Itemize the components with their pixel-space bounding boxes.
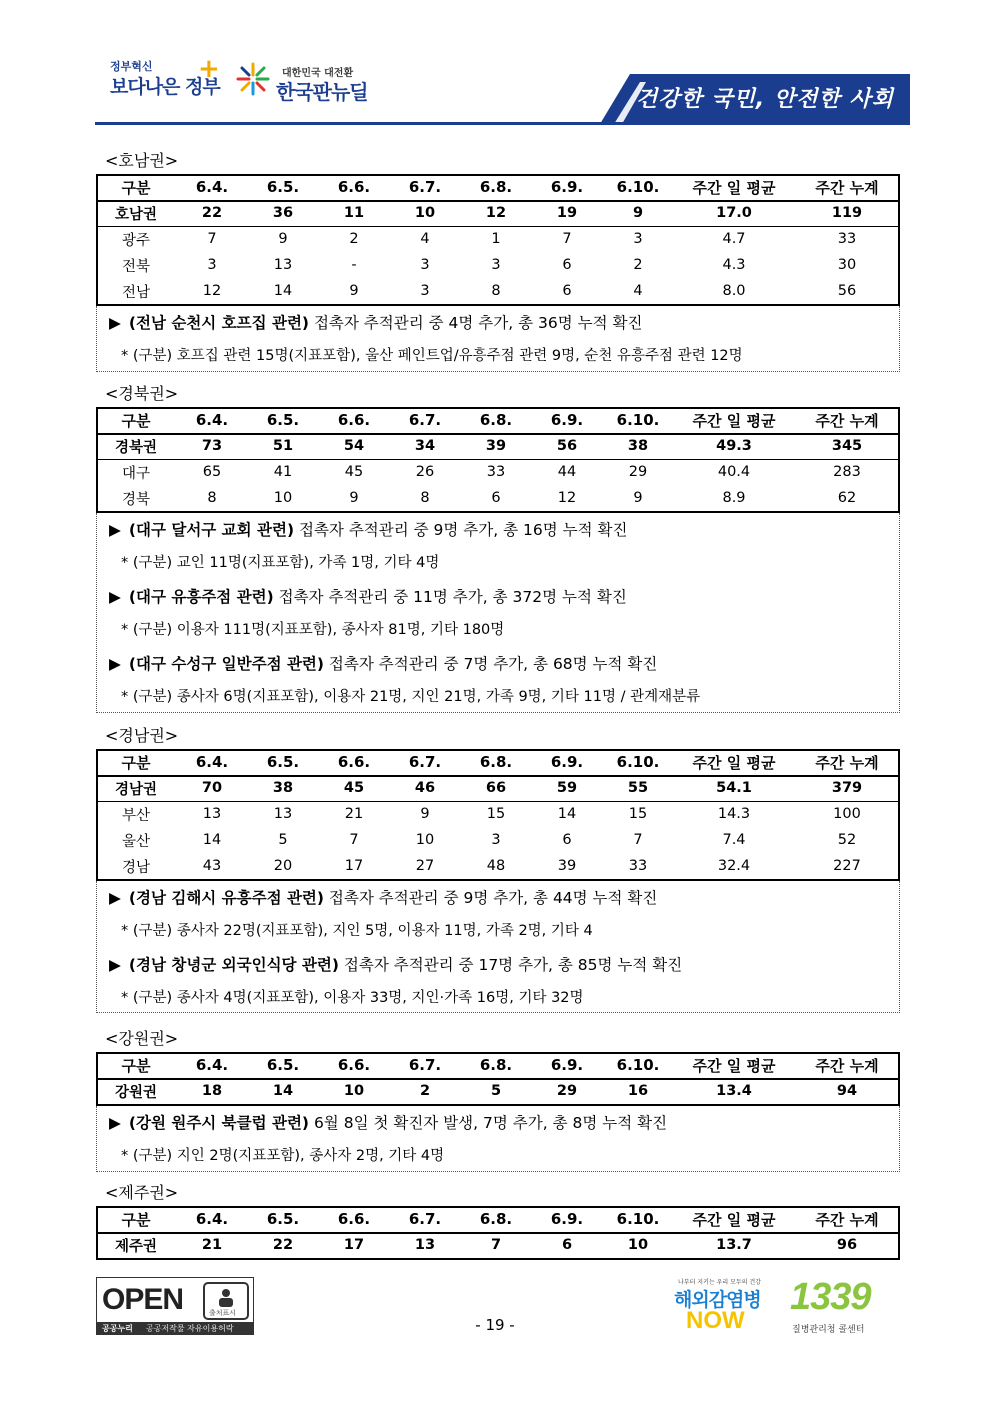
page-number: - 19 -: [475, 1316, 515, 1334]
value-cell: 12: [202, 283, 222, 299]
value-cell: 8: [491, 283, 501, 299]
value-cell: 52: [837, 832, 857, 848]
note-breakdown: * (구분) 교인 11명(지표포함), 가족 1명, 기타 4명: [121, 555, 440, 571]
row-label-cell: 전북: [121, 258, 150, 275]
note-breakdown: * (구분) 지인 2명(지표포함), 종사자 2명, 기타 4명: [121, 1148, 445, 1164]
value-cell: 13: [273, 806, 293, 822]
value-cell: 6: [562, 283, 572, 299]
logo1-big-text: 보다나은 정부: [110, 76, 220, 98]
note-breakdown: * (구분) 이용자 111명(지표포함), 종사자 81명, 기타 180명: [121, 622, 505, 638]
value-cell: 3: [420, 257, 430, 273]
value-cell: 3: [491, 257, 501, 273]
value-cell: 59: [556, 780, 578, 796]
note-breakdown: * (구분) 종사자 6명(지표포함), 이용자 21명, 지인 21명, 가족 9명, 기타 11명 / 관계재분류: [121, 689, 701, 705]
column-header: 6.7.: [408, 753, 442, 771]
value-cell: 2: [349, 231, 359, 247]
value-cell: 10: [414, 205, 436, 221]
plus-icon: +: [198, 54, 220, 84]
table-row: [96, 485, 900, 511]
value-cell: 16: [627, 1083, 649, 1099]
column-header: 6.4.: [195, 178, 229, 196]
column-header: 6.6.: [337, 411, 371, 429]
bullet-arrow-icon: ▶: [109, 655, 121, 673]
bullet-arrow-icon: ▶: [109, 521, 121, 539]
region-stats-table: [96, 749, 900, 879]
logo-1339-caption: 질병관리청 콜센터: [792, 1325, 865, 1335]
total-separator: [96, 226, 900, 227]
value-cell: 38: [272, 780, 294, 796]
value-cell: 3: [207, 257, 217, 273]
value-cell: 36: [272, 205, 294, 221]
bullet-arrow-icon: ▶: [109, 314, 121, 332]
value-cell: 12: [485, 205, 507, 221]
column-header: 6.9.: [550, 178, 584, 196]
column-header: 6.4.: [195, 1210, 229, 1228]
column-header: 주간 누계: [815, 753, 879, 772]
column-header: 6.8.: [479, 178, 513, 196]
value-cell: 56: [556, 438, 578, 454]
value-cell: 13: [414, 1237, 436, 1253]
column-header: 6.7.: [408, 1210, 442, 1228]
value-cell: 17: [344, 858, 364, 874]
value-cell: 29: [628, 464, 648, 480]
value-cell: 10: [627, 1237, 649, 1253]
note-text: 접촉자 추적관리 중 7명 추가, 총 68명 누적 확진: [323, 655, 658, 673]
value-cell: 9: [349, 490, 359, 506]
table-row: [96, 827, 900, 853]
value-cell: 5: [278, 832, 288, 848]
column-header: 구분: [121, 178, 151, 197]
region-title: <호남권>: [105, 151, 179, 170]
column-header: 6.4.: [195, 1056, 229, 1074]
value-cell: 1: [491, 231, 501, 247]
value-cell: 8.9: [722, 490, 746, 506]
value-cell: 22: [272, 1237, 294, 1253]
value-cell: 17.0: [716, 205, 752, 221]
column-header: 주간 일 평균: [692, 1056, 776, 1075]
bullet-arrow-icon: ▶: [109, 956, 121, 974]
column-header: 6.5.: [266, 1056, 300, 1074]
value-cell: 7: [207, 231, 217, 247]
value-cell: 6: [561, 1237, 573, 1253]
new-deal-star-icon: [236, 62, 270, 96]
value-cell: 14: [273, 283, 293, 299]
value-cell: 227: [833, 858, 861, 874]
table-row: [96, 278, 900, 304]
value-cell: 13: [202, 806, 222, 822]
table-row: [96, 801, 900, 827]
header-separator: [96, 1078, 900, 1080]
total-separator: [96, 801, 900, 802]
value-cell: 62: [837, 490, 857, 506]
header-separator: [96, 1232, 900, 1234]
column-header: 6.4.: [195, 753, 229, 771]
column-header: 주간 일 평균: [692, 178, 776, 197]
value-cell: 15: [628, 806, 648, 822]
value-cell: 33: [486, 464, 506, 480]
column-header: 6.9.: [550, 1210, 584, 1228]
column-header: 6.10.: [616, 178, 660, 196]
value-cell: 21: [344, 806, 364, 822]
value-cell: 7: [490, 1237, 502, 1253]
value-cell: 9: [632, 205, 644, 221]
slogan-text: 건강한 국민, 안전한 사회: [636, 87, 894, 112]
value-cell: 73: [201, 438, 223, 454]
value-cell: 33: [628, 858, 648, 874]
table-header-row: [96, 1206, 900, 1232]
value-cell: 4.3: [722, 257, 746, 273]
value-cell: 9: [349, 283, 359, 299]
column-header: 6.7.: [408, 178, 442, 196]
value-cell: 13: [273, 257, 293, 273]
value-cell: 30: [837, 257, 857, 273]
value-cell: 45: [344, 464, 364, 480]
value-cell: 8: [420, 490, 430, 506]
value-cell: 96: [836, 1237, 858, 1253]
value-cell: 7: [349, 832, 359, 848]
value-cell: 14: [272, 1083, 294, 1099]
row-label-cell: 전남: [121, 284, 150, 301]
value-cell: 44: [557, 464, 577, 480]
column-header: 6.9.: [550, 411, 584, 429]
value-cell: 13.7: [716, 1237, 752, 1253]
column-header: 6.5.: [266, 1210, 300, 1228]
column-header: 주간 누계: [815, 178, 879, 197]
row-label-cell: 경남: [121, 859, 150, 876]
note-cluster-name: (경남 김해시 유흥주점 관련): [128, 889, 324, 907]
value-cell: 20: [273, 858, 293, 874]
value-cell: 29: [556, 1083, 578, 1099]
value-cell: 4: [420, 231, 430, 247]
column-header: 6.6.: [337, 178, 371, 196]
value-cell: 8: [207, 490, 217, 506]
value-cell: 66: [485, 780, 507, 796]
region-total-row: [96, 1078, 900, 1104]
note-headline: [109, 311, 642, 333]
value-cell: 7: [562, 231, 572, 247]
value-cell: 40.4: [717, 464, 751, 480]
row-label-cell: 제주권: [114, 1238, 158, 1255]
value-cell: 2: [633, 257, 643, 273]
value-cell: 3: [420, 283, 430, 299]
column-header: 6.8.: [479, 1210, 513, 1228]
korean-new-deal-logo: [236, 62, 386, 106]
note-text: 접촉자 추적관리 중 17명 추가, 총 85명 누적 확진: [338, 956, 683, 974]
column-header: 6.9.: [550, 1056, 584, 1074]
column-header: 주간 누계: [815, 1210, 879, 1229]
notes-box: [96, 306, 900, 372]
row-label-cell: 울산: [121, 833, 150, 850]
value-cell: 12: [557, 490, 577, 506]
header-separator: [96, 775, 900, 777]
note-breakdown: * (구분) 종사자 4명(지표포함), 이용자 33명, 지인·가족 16명, 기타 32명: [121, 990, 584, 1006]
row-label-cell: 대구: [121, 465, 150, 482]
overseas-now-text: NOW: [686, 1307, 745, 1334]
row-label-cell: 경북: [121, 491, 150, 508]
column-header: 주간 누계: [815, 1056, 879, 1075]
value-cell: 13.4: [716, 1083, 752, 1099]
value-cell: 38: [627, 438, 649, 454]
logo-1339-text: 1339: [790, 1276, 871, 1318]
value-cell: 51: [272, 438, 294, 454]
value-cell: 19: [556, 205, 578, 221]
note-text: 6월 8일 첫 확진자 발생, 7명 추가, 총 8명 누적 확진: [309, 1114, 668, 1132]
value-cell: 7: [633, 832, 643, 848]
region-title: <강원권>: [105, 1029, 179, 1048]
value-cell: 15: [486, 806, 506, 822]
column-header: 6.8.: [479, 411, 513, 429]
value-cell: 6: [491, 490, 501, 506]
value-cell: 345: [831, 438, 863, 454]
table-header-row: [96, 749, 900, 775]
logo2-small-text: 대한민국 대전환: [282, 68, 354, 79]
note-breakdown: * (구분) 호프집 관련 15명(지표포함), 울산 페인트업/유흥주점 관련 9명, 순천 유흥주점 관련 12명: [121, 348, 743, 364]
note-cluster-name: (대구 수성구 일반주점 관련): [128, 655, 324, 673]
column-header: 6.5.: [266, 178, 300, 196]
column-header: 6.6.: [337, 753, 371, 771]
column-header: 6.5.: [266, 411, 300, 429]
value-cell: 34: [414, 438, 436, 454]
value-cell: 119: [831, 205, 863, 221]
value-cell: 54: [343, 438, 365, 454]
value-cell: 33: [837, 231, 857, 247]
region-title: <경남권>: [105, 726, 179, 745]
table-row: [96, 459, 900, 485]
column-header: 6.6.: [337, 1210, 371, 1228]
table-header-row: [96, 174, 900, 200]
region-total-row: [96, 1232, 900, 1258]
column-header: 주간 일 평균: [692, 411, 776, 430]
value-cell: 10: [273, 490, 293, 506]
column-header: 6.8.: [479, 753, 513, 771]
column-header: 주간 누계: [815, 411, 879, 430]
table-row: [96, 853, 900, 879]
note-cluster-name: (강원 원주시 북클럽 관련): [128, 1114, 310, 1132]
column-header: 6.6.: [337, 1056, 371, 1074]
row-label-cell: 호남권: [114, 206, 158, 223]
value-cell: 6: [562, 257, 572, 273]
notes-box: [96, 1106, 900, 1172]
open-caption: 공공저작물 자유이용허락: [146, 1324, 234, 1333]
column-header: 6.7.: [408, 411, 442, 429]
value-cell: 9: [420, 806, 430, 822]
row-label-cell: 광주: [121, 232, 150, 249]
slogan-banner: [600, 74, 910, 124]
column-header: 구분: [121, 753, 151, 772]
value-cell: 46: [414, 780, 436, 796]
value-cell: 55: [627, 780, 649, 796]
header-separator: [96, 200, 900, 202]
value-cell: 45: [343, 780, 365, 796]
value-cell: 32.4: [717, 858, 751, 874]
note-text: 접촉자 추적관리 중 9명 추가, 총 16명 누적 확진: [294, 521, 628, 539]
note-text: 접촉자 추적관리 중 4명 추가, 총 36명 누적 확진: [309, 314, 643, 332]
value-cell: 21: [201, 1237, 223, 1253]
column-header: 주간 일 평균: [692, 753, 776, 772]
overseas-big-text: 해외감염병: [674, 1289, 761, 1311]
value-cell: 379: [831, 780, 863, 796]
note-headline: [109, 953, 682, 975]
row-label-cell: 경남권: [114, 781, 158, 798]
header-separator: [96, 433, 900, 435]
value-cell: 3: [491, 832, 501, 848]
logo2-big-text: 한국판뉴딜: [276, 80, 368, 104]
value-cell: 4: [633, 283, 643, 299]
note-text: 접촉자 추적관리 중 11명 추가, 총 372명 누적 확진: [273, 588, 627, 606]
value-cell: 11: [343, 205, 365, 221]
column-header: 6.7.: [408, 1056, 442, 1074]
column-header: 주간 일 평균: [692, 1210, 776, 1229]
value-cell: 41: [273, 464, 293, 480]
value-cell: 54.1: [716, 780, 752, 796]
value-cell: 100: [833, 806, 861, 822]
note-cluster-name: (대구 달서구 교회 관련): [128, 521, 295, 539]
column-header: 구분: [121, 1056, 151, 1075]
notes-box: [96, 881, 900, 1013]
value-cell: 17: [343, 1237, 365, 1253]
note-cluster-name: (경남 창녕군 외국인식당 관련): [128, 956, 339, 974]
value-cell: 14: [202, 832, 222, 848]
value-cell: 27: [415, 858, 435, 874]
value-cell: 56: [837, 283, 857, 299]
bullet-arrow-icon: ▶: [109, 889, 121, 907]
value-cell: 14: [557, 806, 577, 822]
value-cell: 4.7: [722, 231, 746, 247]
value-cell: 9: [278, 231, 288, 247]
call-center-1339-logo: [786, 1276, 902, 1340]
note-headline: [109, 585, 627, 607]
row-label-cell: 강원권: [114, 1084, 158, 1101]
open-mark-text: 출처표시: [209, 1309, 237, 1317]
value-cell: 94: [836, 1083, 858, 1099]
region-total-row: [96, 433, 900, 459]
column-header: 6.9.: [550, 753, 584, 771]
value-cell: 6: [562, 832, 572, 848]
region-total-row: [96, 775, 900, 801]
column-header: 6.4.: [195, 411, 229, 429]
value-cell: 49.3: [716, 438, 752, 454]
value-cell: 65: [202, 464, 222, 480]
region-total-row: [96, 200, 900, 226]
row-label-cell: 부산: [121, 807, 150, 824]
value-cell: 7.4: [722, 832, 746, 848]
value-cell: 70: [201, 780, 223, 796]
value-cell: 10: [343, 1083, 365, 1099]
value-cell: 43: [202, 858, 222, 874]
column-header: 6.5.: [266, 753, 300, 771]
gov-innovation-logo: [110, 54, 220, 108]
value-cell: 2: [419, 1083, 431, 1099]
value-cell: 9: [633, 490, 643, 506]
column-header: 구분: [121, 411, 151, 430]
open-license-badge: [96, 1277, 254, 1335]
column-header: 구분: [121, 1210, 151, 1229]
region-title: <경북권>: [105, 384, 179, 403]
value-cell: 283: [833, 464, 861, 480]
note-headline: [109, 518, 627, 540]
overseas-small-text: 나부터 지키는 우리 모두의 건강: [678, 1279, 761, 1286]
open-caption-bold: 공공누리: [102, 1324, 133, 1333]
value-cell: 5: [490, 1083, 502, 1099]
column-header: 6.10.: [616, 411, 660, 429]
note-text: 접촉자 추적관리 중 9명 추가, 총 44명 누적 확진: [323, 889, 658, 907]
value-cell: -: [351, 257, 357, 273]
note-cluster-name: (전남 순천시 호프집 관련): [128, 314, 310, 332]
value-cell: 8.0: [722, 283, 746, 299]
note-headline: [109, 652, 657, 674]
region-stats-table: [96, 174, 900, 304]
region-title: <제주권>: [105, 1183, 179, 1202]
note-cluster-name: (대구 유흥주점 관련): [128, 588, 274, 606]
table-header-row: [96, 407, 900, 433]
table-row: [96, 226, 900, 252]
value-cell: 39: [485, 438, 507, 454]
column-header: 6.8.: [479, 1056, 513, 1074]
table-row: [96, 252, 900, 278]
value-cell: 10: [415, 832, 435, 848]
header-divider: [95, 122, 910, 125]
value-cell: 3: [633, 231, 643, 247]
page-header: [0, 0, 992, 130]
value-cell: 22: [201, 205, 223, 221]
overseas-infection-now-logo: [674, 1277, 774, 1337]
value-cell: 14.3: [717, 806, 751, 822]
open-text: OPEN: [102, 1283, 184, 1316]
column-header: 6.10.: [616, 1210, 660, 1228]
value-cell: 26: [415, 464, 435, 480]
bullet-arrow-icon: ▶: [109, 1114, 121, 1132]
row-label-cell: 경북권: [114, 439, 158, 456]
value-cell: 39: [557, 858, 577, 874]
note-breakdown: * (구분) 종사자 22명(지표포함), 지인 5명, 이용자 11명, 가족 2명, 기타 4: [121, 923, 593, 939]
value-cell: 18: [201, 1083, 223, 1099]
column-header: 6.10.: [616, 1056, 660, 1074]
note-headline: [109, 1111, 667, 1133]
value-cell: 48: [486, 858, 506, 874]
column-header: 6.10.: [616, 753, 660, 771]
logo1-small-text: 정부혁신: [110, 60, 153, 73]
notes-box: [96, 513, 900, 713]
table-header-row: [96, 1052, 900, 1078]
total-separator: [96, 459, 900, 460]
bullet-arrow-icon: ▶: [109, 588, 121, 606]
note-headline: [109, 886, 657, 908]
